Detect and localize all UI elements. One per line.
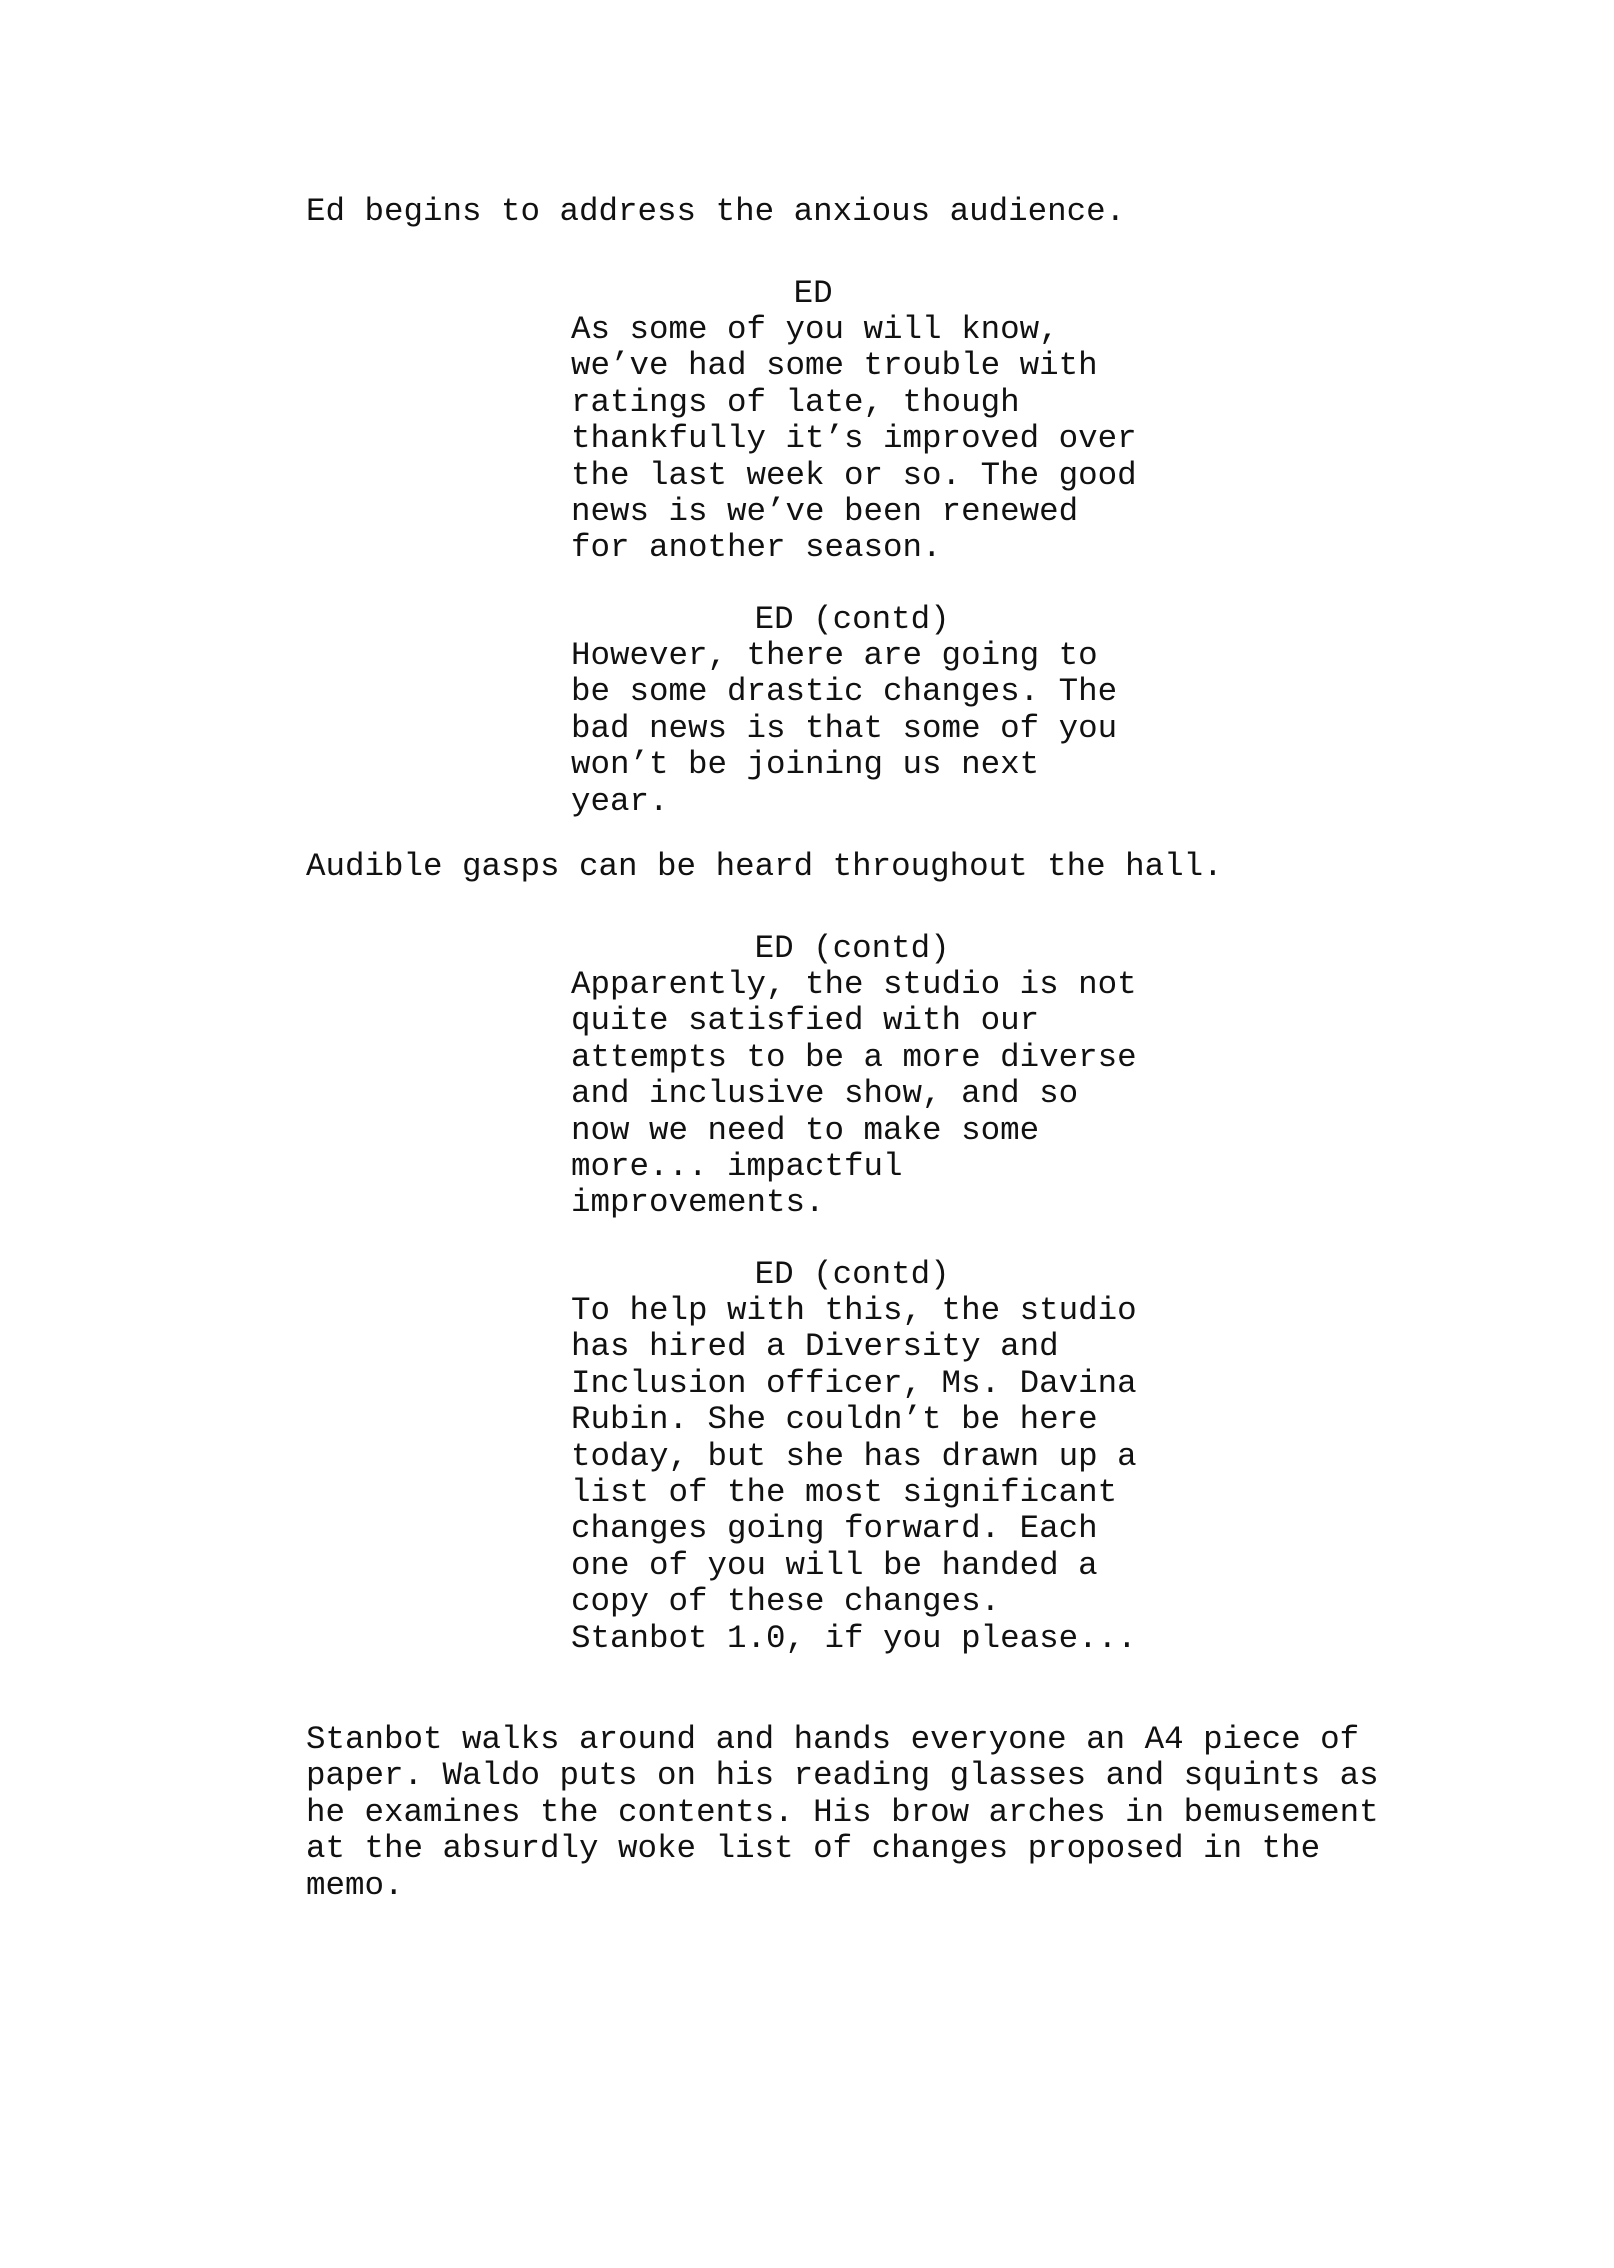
action-line-ed-begins: Ed begins to address the anxious audience. (306, 193, 1126, 230)
character-cue-ed-contd-3: ED (contd) (306, 1256, 950, 1293)
character-cue-ed: ED (306, 275, 833, 312)
character-cue-ed-contd-1: ED (contd) (306, 601, 950, 638)
dialogue-drastic-changes: However, there are going to be some drastic changes. The bad news is that some of you won’t be joining us next year. (571, 637, 1118, 820)
character-cue-ed-contd-2: ED (contd) (306, 930, 950, 967)
dialogue-ratings-renewal: As some of you will know, we’ve had some trouble with ratings of late, though thankfully it’s improved over the last week or so. The good news is we’ve been renewed for another season. (571, 311, 1137, 567)
dialogue-diversity-officer: To help with this, the studio has hired a Diversity and Inclusion officer, Ms. Davina Rubin. She couldn’t be here today, but she has drawn up a list of the most significant changes going forward. Each one of you will be handed a copy of these changes. Stanbot 1.0, if you please... (571, 1292, 1137, 1657)
dialogue-studio-not-satisfied: Apparently, the studio is not quite satisfied with our attempts to be a more diverse and inclusive show, and so now we need to make some more... impactful improvements. (571, 966, 1137, 1222)
action-paragraph-stanbot-memo: Stanbot walks around and hands everyone an A4 piece of paper. Waldo puts on his reading glasses and squints as he examines the contents. His brow arches in bemusement at the absurdly woke list of changes proposed in the memo. (306, 1721, 1379, 1904)
action-line-audible-gasps: Audible gasps can be heard throughout the hall. (306, 848, 1223, 885)
